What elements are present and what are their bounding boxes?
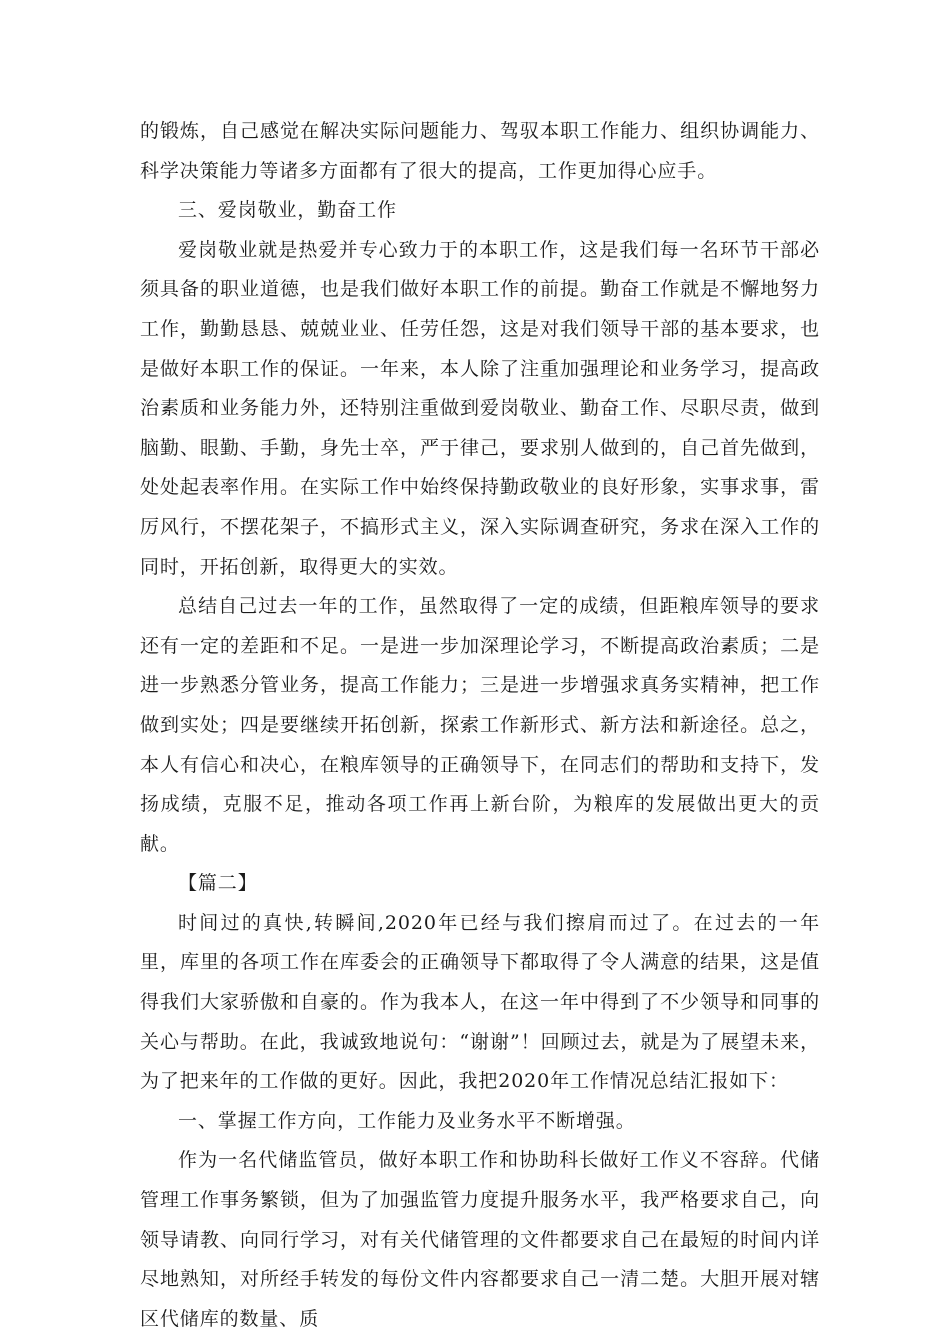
- paragraph-continuation: 的锻炼，自己感觉在解决实际问题能力、驾驭本职工作能力、组织协调能力、科学决策能力等诸多方面都有了很大的提高，工作更加得心应手。: [140, 120, 820, 182]
- section-heading-3: 三、爱岗敬业，勤奋工作: [178, 199, 397, 222]
- paragraph: 爱岗敬业就是热爱并专心致力于的本职工作，这是我们每一名环节干部必须具备的职业道德，也是我们做好本职工作的前提。勤奋工作就是不懈地努力工作，勤勤恳恳、兢兢业业、任劳任怨，这是对我们领导干部的基本要求，也是做好本职工作的保证。一年来，本人除了注重加强理论和业务学习，提高政治素质和业务能力外，还特别注重做到爱岗敬业、勤奋工作、尽职尽责，做到脑勤、眼勤、手勤，身先士卒，严于律己，要求别人做到的，自己首先做到，处处起表率作用。在实际工作中始终保持勤政敬业的良好形象，实事求事，雷厉风行，不摆花架子，不搞形式主义，深入实际调查研究，务求在深入工作的同时，开拓创新，取得更大的实效。: [140, 238, 820, 578]
- paragraph: 时间过的真快,转瞬间,2020年已经与我们擦肩而过了。在过去的一年里，库里的各项工作在库委会的正确领导下都取得了令人满意的结果，这是值得我们大家骄傲和自豪的。作为我本人，在这一年中得到了不少领导和同事的关心与帮助。在此，我诚致地说句：“谢谢”！回顾过去，就是为了展望未来，为了把来年的工作做的更好。因此，我把2020年工作情况总结汇报如下：: [140, 911, 820, 1093]
- part-heading: 【篇二】: [178, 872, 258, 895]
- paragraph: 作为一名代储监管员，做好本职工作和协助科长做好工作义不容辞。代储管理工作事务繁锁，但为了加强监管力度提升服务水平，我严格要求自己，向领导请教、向同行学习，对有关代储管理的文件都要求自己在最短的时间内详尽地熟知，对所经手转发的每份文件内容都要求自己一清二楚。大胆开展对辖区代储库的数量、质: [140, 1149, 820, 1330]
- paragraph: 总结自己过去一年的工作，虽然取得了一定的成绩，但距粮库领导的要求还有一定的差距和不足。一是进一步加深理论学习，不断提高政治素质；二是进一步熟悉分管业务，提高工作能力；三是进一步增强求真务实精神，把工作做到实处；四是要继续开拓创新，探索工作新形式、新方法和新途径。总之，本人有信心和决心，在粮库领导的正确领导下，在同志们的帮助和支持下，发扬成绩，克服不足，推动各项工作再上新台阶，为粮库的发展做出更大的贡献。: [140, 595, 820, 855]
- section-heading-1: 一、掌握工作方向，工作能力及业务水平不断增强。: [178, 1109, 636, 1132]
- document-body: [140, 112, 820, 1339]
